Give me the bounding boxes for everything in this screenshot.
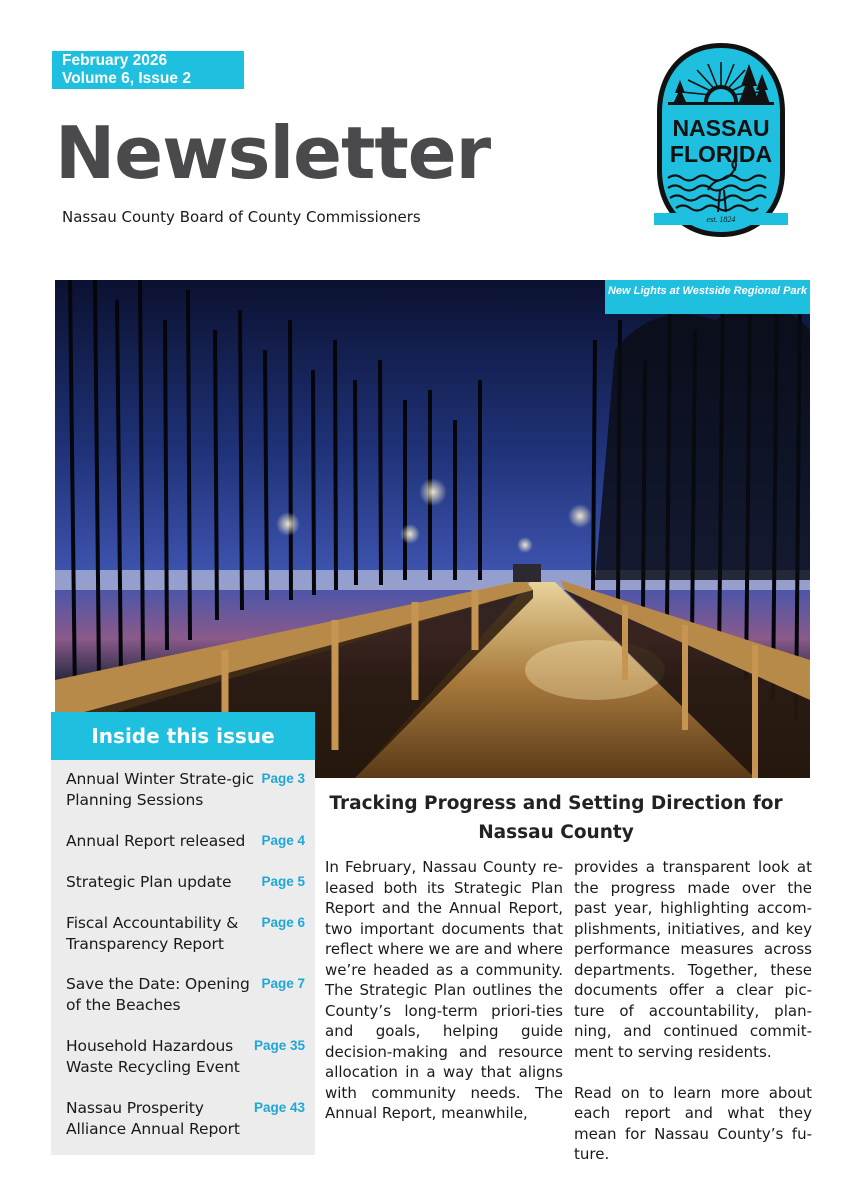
toc-item-title: Fiscal Accountability & Transparency Report [66, 914, 239, 953]
issue-volume: Volume 6, Issue 2 [62, 70, 191, 87]
article-paragraph: In February, Nassau County re-leased both its Strategic Plan Report and the Annual Report, two important documents that reflect where we are and where we’re headed as a community. The Strategic Plan outlines the County’s long-term priori-ties and goals, helping guide decision-making and resource allocation in a way that aligns with community needs. The Annual Report, meanwhile, [325, 858, 563, 1122]
toc-item-page[interactable]: Page 4 [261, 833, 305, 848]
issue-tag [52, 51, 244, 89]
toc-item[interactable] [66, 1036, 311, 1078]
cover-photo [55, 280, 810, 778]
toc-heading: Inside this issue [51, 712, 315, 760]
toc-item-title: Annual Report released [66, 832, 246, 850]
toc-panel [51, 760, 315, 1155]
toc-item-title: Strategic Plan update [66, 873, 232, 891]
toc-item-page[interactable]: Page 35 [253, 1038, 305, 1053]
toc-item[interactable] [66, 872, 311, 893]
article-column-left [325, 857, 563, 1144]
toc-item-title: Nassau Prosperity Alliance Annual Report [66, 1099, 240, 1138]
nassau-county-seal [654, 40, 788, 240]
seal-line1: NASSAU [672, 115, 770, 141]
toc-item-page[interactable]: Page 3 [261, 771, 305, 786]
photo-caption: New Lights at Westside Regional Park [605, 280, 810, 314]
toc-item[interactable] [66, 831, 311, 852]
toc-item-page[interactable]: Page 6 [261, 915, 305, 930]
toc-item-page[interactable]: Page 43 [253, 1100, 305, 1115]
toc-item-title: Household Hazardous Waste Recycling Event [66, 1037, 240, 1076]
seal-line2: FLORIDA [669, 141, 773, 167]
toc-item-page[interactable]: Page 7 [261, 976, 305, 991]
publisher-name: Nassau County Board of County Commissioners [62, 208, 421, 226]
toc-item-page[interactable]: Page 5 [261, 874, 305, 889]
newsletter-title: Newsletter [55, 111, 491, 195]
article-paragraph-continued: provides a transparent look at the progress made over the past year, highlighting accom-plishments, initiatives, and key performance measures across departments. Together, these documents offer a clear pic-ture of accountability, plan-ning, and continued commit-ment to serving residents. [574, 858, 812, 1061]
toc-item[interactable] [66, 1098, 311, 1140]
toc-item[interactable] [66, 769, 311, 811]
article-paragraph: Read on to learn more about each report and what they mean for Nassau County’s fu-ture. [574, 1083, 812, 1163]
article-column-right [574, 857, 812, 1185]
issue-date: February 2026 [62, 52, 168, 69]
seal-established: est. 1824 [706, 215, 736, 224]
toc-item-title: Annual Winter Strate-gic Planning Sessions [66, 770, 255, 809]
toc-item-title: Save the Date: Opening of the Beaches [66, 975, 250, 1014]
article-headline: Tracking Progress and Setting Direction for Nassau County [329, 793, 783, 843]
toc-item[interactable] [66, 913, 311, 955]
toc-item[interactable] [66, 974, 311, 1016]
